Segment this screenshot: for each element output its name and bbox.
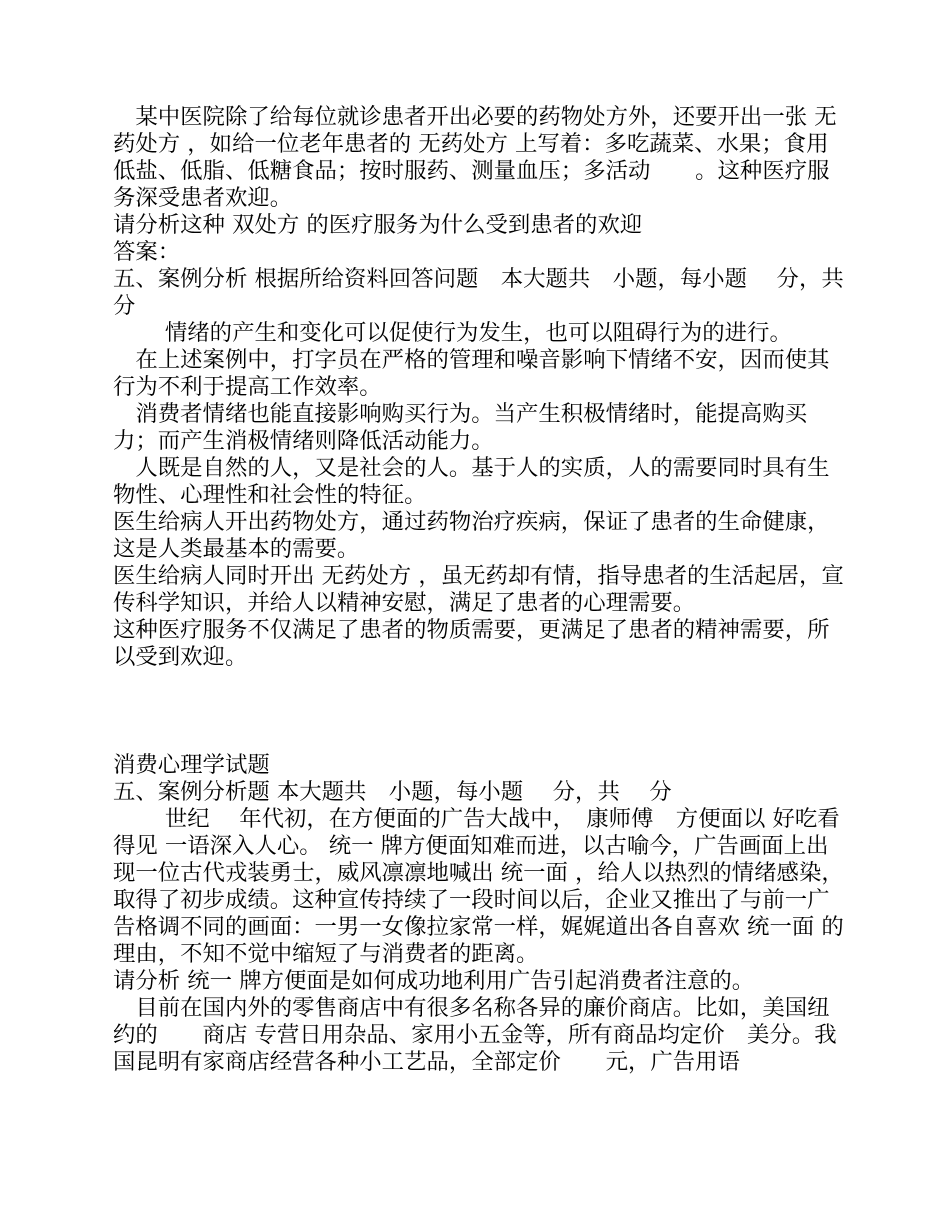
section-gap (113, 671, 848, 752)
exam-title: 消费心理学试题 (113, 752, 270, 778)
section-double-prescription (113, 104, 874, 671)
document-body (113, 104, 874, 1076)
case-text-instant-noodles: 世纪 年代初，在方便面的广告大战中， 康师傅 方便面以 好吃看得见 一语深入人心。 统一 牌方便面知难而进，以古喻今，广告画面上出现一位古代戎装勇士，威风凛凛地喊出 统一面 ，给人以热烈的情绪感染，取得了初步成绩。这种宣传持续了一段时间以后，企业又推出了与前一广告格调不同的画面：一男一女像拉家常一样，娓娓道出各自喜欢 统一面 的理由，不知不觉中缩短了与消费者的距离。 (113, 806, 844, 967)
answer-paragraph-consumer-emotion: 消费者情绪也能直接影响购买行为。当产生积极情绪时，能提高购买力；而产生消极情绪则降低活动能力。 (113, 401, 808, 454)
answer-paragraph-conclusion: 这种医疗服务不仅满足了患者的物质需要，更满足了患者的精神需要，所以受到欢迎。 (113, 617, 830, 670)
case-text-discount-stores: 目前在国内外的零售商店中有很多名称各异的廉价商店。比如，美国纽约的 商店 专营日用杂品、家用小五金等，所有商品均定价 美分。我国昆明有家商店经营各种小工艺品，全部定价 元，广告用语 (113, 995, 837, 1075)
case-text-hospital: 某中医院除了给每位就诊患者开出必要的药物处方外，还要开出一张 无药处方 ，如给一位老年患者的 无药处方 上写着：多吃蔬菜、水果；食用低盐、低脂、低糖食品；按时服药、测量血压；多活动 。这种医疗服务深受患者欢迎。 (113, 104, 837, 211)
answer-paragraph-emotion: 情绪的产生和变化可以促使行为发生，也可以阻碍行为的进行。 (113, 320, 792, 346)
answer-paragraph-no-drug-prescription: 医生给病人同时开出 无药处方 ，虽无药却有情，指导患者的生活起居，宣传科学知识，并给人以精神安慰，满足了患者的心理需要。 (113, 563, 844, 616)
section-heading-case-analysis: 五、案例分析 根据所给资料回答问题 本大题共 小题，每小题 分，共 分 (113, 266, 874, 319)
answer-label: 答案： (113, 239, 181, 265)
answer-paragraph-drug-prescription: 医生给病人开出药物处方，通过药物治疗疾病，保证了患者的生命健康，这是人类最基本的需要。 (113, 509, 830, 562)
section-consumer-psychology (113, 752, 848, 1076)
section-heading-case-analysis-2: 五、案例分析题 本大题共 小题，每小题 分，共 分 (113, 779, 672, 805)
question-unified-noodles: 请分析 统一 牌方便面是如何成功地利用广告引起消费者注意的。 (113, 968, 755, 994)
answer-paragraph-human-nature: 人既是自然的人，又是社会的人。基于人的实质，人的需要同时具有生物性、心理性和社会性的特征。 (113, 455, 830, 508)
answer-paragraph-typist: 在上述案例中，打字员在严格的管理和噪音影响下情绪不安，因而使其行为不利于提高工作效率。 (113, 347, 830, 400)
question-double-prescription: 请分析这种 双处方 的医疗服务为什么受到患者的欢迎 (113, 212, 643, 238)
